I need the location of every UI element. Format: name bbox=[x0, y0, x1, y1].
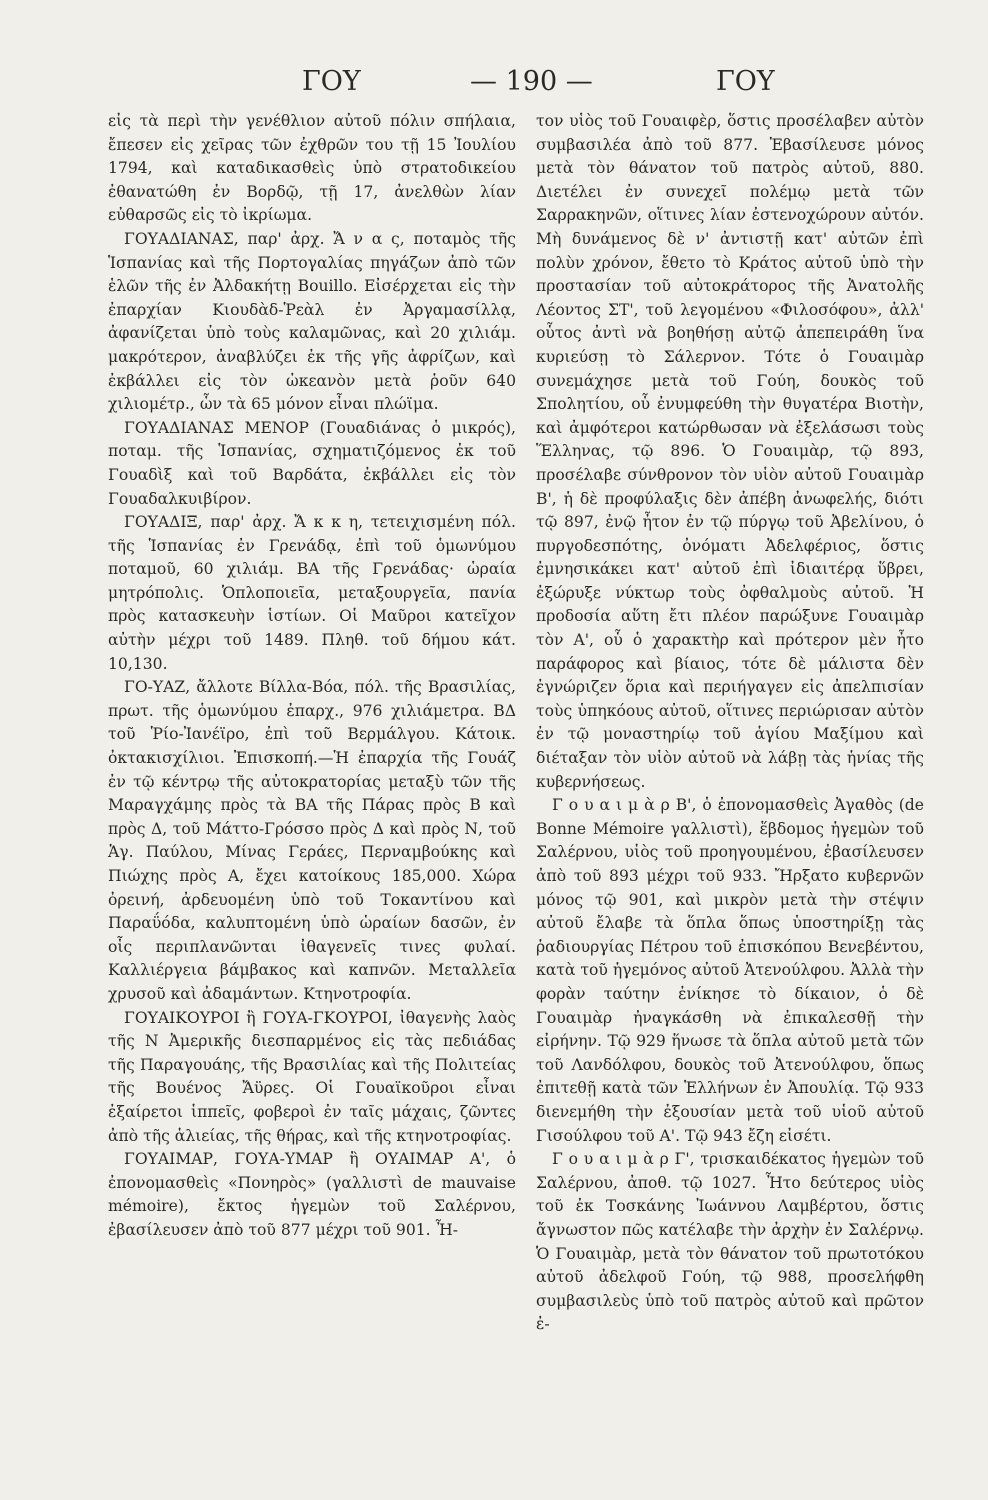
entry-gouadianas: ΓΟΥΑΔΙΑΝΑΣ, παρ' ἀρχ. Ἄ ν α ς, ποταμὸς τῆς Ἱσπανίας καὶ τῆς Πορτογαλίας πηγάζων ἀπὸ τῶν ἑλῶν τῆς ἐν Ἀλδακήτῃ Bouillo. Εἰσέρχεται εἰς τὴν ἐπαρχίαν Κιουδὰδ-Ῥεὰλ ἐν Ἀργαμασίλλᾳ, ἀφανίζεται ὑπὸ τοὺς καλαμῶνας, καὶ 20 χιλιάμ. μακρότερον, ἀναβλύζει ἐκ τῆς γῆς ἀφρίζων, καὶ ἐκβάλλει εἰς τὸν ὠκεανὸν μετὰ ῥοῦν 640 χιλιομέτρ., ὧν τὰ 65 μόνον εἶναι πλώϊμα. bbox=[108, 229, 516, 414]
header-right-keyword: ΓΟΥ bbox=[716, 66, 775, 97]
entry-gouaimar-3: Γ ο υ α ι μ ὰ ρ Γ', τρισκαιδέκατος ἡγεμὼν τοῦ Σαλέρνου, ἀποθ. τῷ 1027. Ἦτο δεύτερος υἱὸς τοῦ ἐκ Τοσκάνης Ἰωάννου Λαμβέρτου, ὅστις ἄγνωστον πῶς κατέλαβε τὴν ἀρχὴν ἐν Σαλέρνῳ. Ὁ Γουαιμὰρ, μετὰ τὸν θάνατον τοῦ πρωτοτόκου αὐτοῦ ἀδελφοῦ Γούη, τῷ 988, προσελήφθη συμβασιλεὺς ὑπὸ τοῦ πατρὸς αὐτοῦ καὶ πρῶτον ἐ- bbox=[536, 1150, 924, 1334]
entry-gouaimar-1-continued: τον υἱὸς τοῦ Γουαιφὲρ, ὅστις προσέλαβεν αὐτὸν συμβασιλέα ἀπὸ τοῦ 877. Ἐβασίλευσε μόνος μετὰ τὸν θάνατον τοῦ πατρὸς αὐτοῦ, 880. Διετέλει ἐν συνεχεῖ πολέμῳ μετὰ τῶν Σαρρακηνῶν, οἵτινες λίαν ἐστενοχώρουν αὐτόν. Μὴ δυνάμενος δὲ ν' ἀντιστῇ κατ' αὐτῶν ἐπὶ πολὺν χρόνον, ἔθετο τὸ Κράτος αὐτοῦ ὑπὸ τὴν προστασίαν τοῦ αὐτοκράτορος τῆς Ἀνατολῆς Λέοντος ΣΤ', τοῦ λεγομένου «Φιλοσόφου», ἀλλ' οὗτος ἀντὶ νὰ βοηθήσῃ αὐτῷ ἀπεπειράθη ἵνα κυριεύσῃ τὸ Σάλερνον. Τότε ὁ Γουαιμὰρ συνεμάχησε μετὰ τοῦ Γούη, δουκὸς τοῦ Σπολητίου, οὗ ἐνυμφεύθη τὴν θυγατέρα Βιοτὴν, καὶ ἀμφότεροι κατώρθωσαν νὰ ἐξελάσωσι τοὺς Ἕλληνας, τῷ 896. Ὁ Γουαιμὰρ, τῷ 893, προσέλαβε σύνθρονον τὸν υἱὸν αὐτοῦ Γουαιμὰρ Β', ἡ δὲ προφύλαξις δὲν ἀπέβη ἀνωφελής, διότι τῷ 897, ἐνῷ ἦτον ἐν τῷ πύργῳ τοῦ Ἀβελίνου, ὁ πυργοδεσπότης, ὀνόματι Ἀδελφέριος, ὅστις ἐμνησικάκει κατ' αὐτοῦ ἐπὶ ἰδιαιτέρᾳ ὕβρει, ἐξώρυξε νύκτωρ τοὺς ὀφθαλμοὺς αὐτοῦ. Ἡ προδοσία αὕτη ἔτι πλέον παρώξυνε Γουαιμὰρ τὸν Α', οὗ ὁ χαρακτὴρ καὶ πρότερον μὲν ἦτο παράφορος καὶ βίαιος, τότε δὲ μάλιστα δὲν ἐγνώριζεν ὅρια καὶ περιήγαγεν εἰς ἀπελπισίαν τοὺς ὑπηκόους αὐτοῦ, οἵτινες περιώρισαν αὐτὸν ἐν τῷ μοναστηρίῳ τοῦ ἁγίου Μαξίμου καὶ διέταξαν τὸν υἱὸν αὐτοῦ νὰ λάβῃ τὰς ἡνίας τῆς κυβερνήσεως. bbox=[536, 112, 924, 791]
header-left-keyword: ΓΟΥ bbox=[302, 66, 361, 97]
entry-gouaimar: ΓΟΥΑΙΜΑΡ, ΓΟΥΑ-ΥΜΑΡ ἢ ΟΥΑΙΜΑΡ Α', ὁ ἐπονομασθεὶς «Πονηρὸς» (γαλλιστὶ de mauvaise mémoire), ἔκτος ἡγεμὼν τοῦ Σαλέρνου, ἐβασίλευσεν ἀπὸ τοῦ 877 μέχρι τοῦ 901. Ἦ- bbox=[108, 1150, 516, 1239]
left-column bbox=[108, 110, 516, 1243]
entry-goyaz: ΓΟ-ΥΑΖ, ἄλλοτε Βίλλα-Βόα, πόλ. τῆς Βρασιλίας, πρωτ. τῆς ὁμωνύμου ἐπαρχ., 976 χιλιάμετρα. ΒΔ τοῦ Ῥίο-Ἰανέϊρο, ἐπὶ τοῦ Βερμάλγου. Κάτοικ. ὀκτακισχίλιοι. Ἐπισκοπή.—Ἡ ἐπαρχία τῆς Γουάζ ἐν τῷ κέντρῳ τῆς αὐτοκρατορίας μεταξὺ τῶν τῆς Μαραγχάμης πρὸς τὰ ΒΑ τῆς Πάρας πρὸς Β καὶ πρὸς Δ, τοῦ Μάττο-Γρόσσο πρὸς Δ καὶ πρὸς Ν, τοῦ Ἁγ. Παύλου, Μίνας Γεράες, Περναμβούκης καὶ Πιώχης πρὸς Α, ἔχει κατοίκους 185,000. Χώρα ὀρεινή, ἀρδευομένη ὑπὸ τοῦ Τοκαντίνου καὶ Παραΰόδα, καλυπτομένη ὑπὸ ὡραίων δασῶν, ἐν οἷς περιπλανῶνται ἰθαγενεῖς τινες φυλαί. Καλλιέργεια βάμβακος καὶ καπνῶν. Μεταλλεῖα χρυσοῦ καὶ ἀδαμάντων. Κτηνοτροφία. bbox=[108, 678, 516, 1003]
entry-gouadianas-menor: ΓΟΥΑΔΙΑΝΑΣ ΜΕΝΟΡ (Γουαδιάνας ὁ μικρός), ποταμ. τῆς Ἱσπανίας, σχηματιζόμενος ἐκ τοῦ Γουαδὶξ καὶ τοῦ Βαρδάτα, ἐκβάλλει εἰς τὸν Γουαδαλκυιβίρον. bbox=[108, 418, 516, 508]
running-header bbox=[0, 66, 988, 106]
entry-continuation: εἰς τὰ περὶ τὴν γενέθλιον αὐτοῦ πόλιν σπήλαια, ἔπεσεν εἰς χεῖρας τῶν ἐχθρῶν του τῇ 15 Ἰουλίου 1794, καὶ καταδικασθεὶς ὑπὸ στρατοδικείου ἐθανατώθη ἐν Βορδῷ, τῇ 17, ἀνελθὼν λίαν εὐθαρσῶς εἰς τὸ ἰκρίωμα. bbox=[108, 112, 516, 225]
page-number: — 190 — bbox=[470, 66, 593, 97]
entry-gouaimar-2: Γ ο υ α ι μ ὰ ρ Β', ὁ ἐπονομασθεὶς Ἀγαθὸς (de Bonne Mémoire γαλλιστὶ), ἕβδομος ἡγεμὼν τοῦ Σαλέρνου, υἱὸς τοῦ προηγουμένου, ἐβασίλευσεν ἀπὸ τοῦ 893 μέχρι τοῦ 933. Ἤρξατο κυβερνῶν μόνος τῷ 901, καὶ μικρὸν μετὰ τὴν στέψιν αὐτοῦ ἔλαβε τὰ ὅπλα ὅπως ὑποστηρίξῃ τὰς ῥαδιουργίας Πέτρου τοῦ ἐπισκόπου Βενεβέντου, κατὰ τοῦ ἡγεμόνος αὐτοῦ Ἀτενούλφου. Ἀλλὰ τὴν φορὰν ταύτην ἐνίκησε τὸ δίκαιον, ὁ δὲ Γουαιμὰρ ἠναγκάσθη νὰ ἐπικαλεσθῇ τὴν εἰρήνην. Τῷ 929 ἥνωσε τὰ ὅπλα αὐτοῦ μετὰ τῶν τοῦ Λανδόλφου, δουκὸς τοῦ Ἀτενούλφου, ὅπως ἐπιτεθῇ κατὰ τῶν Ἑλλήνων ἐν Ἀπουλίᾳ. Τῷ 933 διενεμήθη τὴν ἐξουσίαν μετὰ τοῦ υἱοῦ αὐτοῦ Γισούλφου τοῦ Α'. Τῷ 943 ἔζη εἰσέτι. bbox=[536, 796, 924, 1145]
right-column bbox=[536, 110, 924, 1337]
entry-gouaikouroi: ΓΟΥΑΙΚΟΥΡΟΙ ἢ ΓΟΥΑ-ΓΚΟΥΡΟΙ, ἰθαγενὴς λαὸς τῆς Ν Ἀμερικῆς διεσπαρμένος εἰς τὰς πεδιάδας τῆς Παραγουάης, τῆς Βρασιλίας καὶ τῆς Πολιτείας τῆς Βουένος Ἄϋρες. Οἱ Γουαϊκοῦροι εἶναι ἐξαίρετοι ἱππεῖς, φοβεροὶ ἐν ταῖς μάχαις, ζῶντες ἀπὸ τῆς ἁλιείας, τῆς θήρας, καὶ τῆς κτηνοτροφίας. bbox=[108, 1008, 516, 1145]
entry-gouadix: ΓΟΥΑΔΙΞ, παρ' ἀρχ. Ἄ κ κ η, τετειχισμένη πόλ. τῆς Ἱσπανίας ἐν Γρενάδᾳ, ἐπὶ τοῦ ὁμωνύμου ποταμοῦ, 60 χιλιάμ. ΒΑ τῆς Γρενάδας· ὡραία μητρόπολις. Ὁπλοποιεῖα, μεταξουργεῖα, πανία πρὸς κατασκευὴν ἱστίων. Οἱ Μαῦροι κατεῖχον αὐτὴν μέχρι τοῦ 1489. Πληθ. τοῦ δήμου κάτ. 10,130. bbox=[108, 513, 516, 673]
